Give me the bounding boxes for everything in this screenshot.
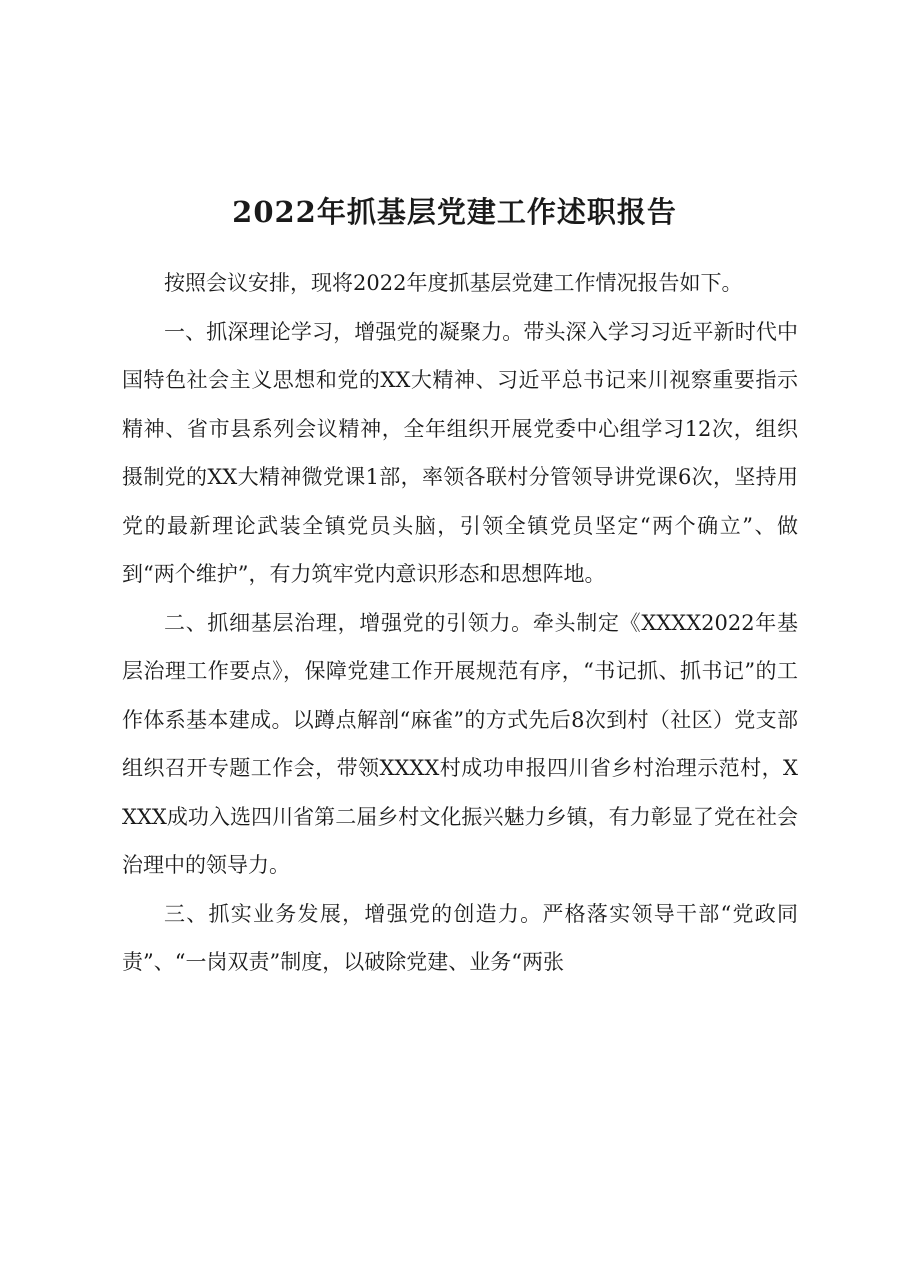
paragraph-section-two: 二、抓细基层治理，增强党的引领力。牵头制定《XXXX2022年基层治理工作要点》，保障党建工作开展规范有序，“书记抓、抓书记”的工作体系基本建成。以蹲点解剖“麻雀”的方式先后8次到村（社区）党支部组织召开专题工作会，带领XXXX村成功申报四川省乡村治理示范村，XXXX成功入选四川省第二届乡村文化振兴魅力乡镇，有力彰显了党在社会治理中的领导力。 (122, 610, 798, 877)
document-body (122, 259, 798, 987)
paragraph-intro: 按照会议安排，现将2022年度抓基层党建工作情况报告如下。 (164, 271, 743, 295)
document-title: 2022年抓基层党建工作述职报告 (232, 195, 677, 230)
paragraph-section-three: 三、抓实业务发展，增强党的创造力。严格落实领导干部“党政同责”、“一岗双责”制度，以破除党建、业务“两张 (122, 901, 798, 974)
paragraph-section-one: 一、抓深理论学习，增强党的凝聚力。带头深入学习习近平新时代中国特色社会主义思想和党的XX大精神、习近平总书记来川视察重要指示精神、省市县系列会议精神，全年组织开展党委中心组学习12次，组织摄制党的XX大精神微党课1部，率领各联村分管领导讲党课6次，坚持用党的最新理论武装全镇党员头脑，引领全镇党员坚定“两个确立”、做到“两个维护”，有力筑牢党内意识形态和思想阵地。 (122, 319, 798, 586)
